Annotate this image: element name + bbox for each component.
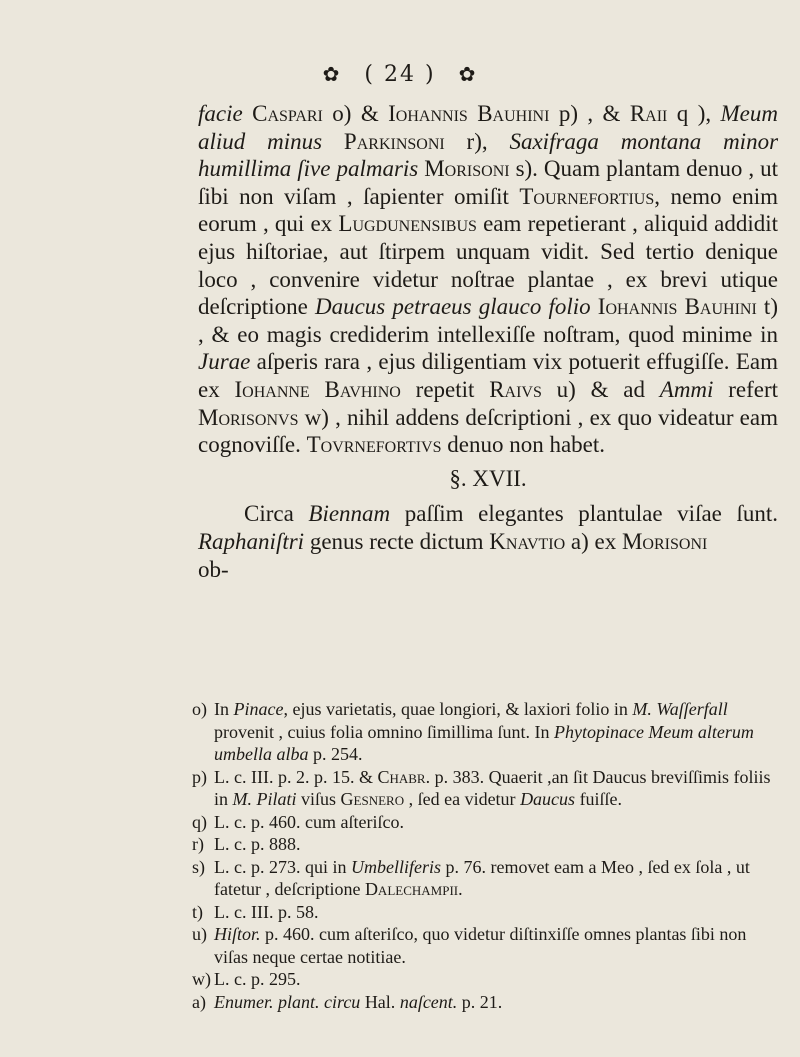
text-run: facie bbox=[198, 101, 243, 126]
text-run: Biennam bbox=[308, 501, 391, 527]
footnote bbox=[192, 991, 782, 1014]
text-run: L. c. p. 888. bbox=[214, 834, 301, 854]
text-run: Hal. bbox=[360, 991, 400, 1012]
text-run: paſſim elegantes plantulae viſae ſunt. bbox=[390, 501, 778, 527]
footnote bbox=[192, 698, 782, 766]
footnote-text bbox=[214, 766, 782, 811]
text-run: u) & ad bbox=[541, 376, 660, 402]
text-run: Raivs bbox=[489, 376, 542, 402]
footnote bbox=[192, 766, 782, 811]
footnote-text bbox=[214, 833, 782, 856]
section-heading: §. XVII. bbox=[449, 465, 527, 491]
text-run: Morisoni bbox=[424, 156, 510, 182]
text-run: , ſed ea videtur bbox=[404, 789, 521, 809]
text-run: Morisonvs bbox=[198, 404, 299, 430]
text-run: denuo non habet. bbox=[441, 432, 605, 458]
text-run: Gesnero bbox=[340, 789, 405, 809]
main-text bbox=[198, 100, 778, 583]
text-run: genus recte dictum bbox=[304, 528, 490, 554]
text-run: Meum aliud minus bbox=[198, 101, 778, 154]
text-run: Tovrnefortivs bbox=[306, 432, 442, 458]
ornament-right-icon: ✿ bbox=[458, 62, 478, 86]
text-run: Enumer. plant. circu bbox=[214, 991, 361, 1012]
text-run: eam repetierant , aliquid addidit ejus hiſtoriae, aut ſtirpem unquam vidit. Sed tertio denique loco , convenire videtur noſtrae plantae , ex brevi utique deſcriptione bbox=[198, 211, 779, 320]
text-run: Umbelliferis bbox=[351, 856, 441, 877]
text-run: Daucus petraeus glauco folio bbox=[314, 294, 591, 320]
text-run: In bbox=[214, 699, 234, 719]
footnote bbox=[192, 811, 782, 834]
text-run: naſcent. bbox=[399, 991, 458, 1012]
text-run: provenit , cuius folia omnino ſimillima ſunt. In bbox=[214, 721, 554, 742]
text-run: Jurae bbox=[198, 349, 251, 375]
footnote-marker: r) bbox=[192, 834, 204, 854]
text-run: Raphaniſtri bbox=[198, 528, 305, 554]
footnote bbox=[192, 833, 782, 856]
footnote-marker: t) bbox=[192, 901, 203, 922]
text-run: s). Quam plantam denuo , ut ſibi non viſam , ſapienter omiſit bbox=[198, 156, 778, 209]
text-run: Parkinsoni bbox=[343, 128, 445, 154]
footnote-marker: p) bbox=[192, 766, 207, 787]
text-run: p. 460. cum aſteriſco, quo videtur diſtinxiſſe omnes plantas ſibi non viſas neque certae notitiae. bbox=[214, 924, 747, 967]
footnote-marker: u) bbox=[192, 924, 207, 944]
text-run: Tournefortius bbox=[519, 183, 655, 209]
text-run: Iohanne Bavhino bbox=[234, 376, 401, 402]
footnote-text bbox=[214, 856, 782, 901]
footnotes bbox=[192, 698, 782, 1013]
footnote-text bbox=[214, 968, 782, 991]
text-run: , nemo enim eorum , qui ex bbox=[198, 183, 778, 237]
footnote-marker: w) bbox=[192, 969, 211, 989]
text-run: Lugdunensibus bbox=[338, 211, 477, 237]
text-run: Dalechampii. bbox=[364, 879, 463, 899]
text-run: t) , & eo magis crediderim intellexiſſe noſtram, quod minime in bbox=[198, 294, 778, 347]
text-run: Ammi bbox=[659, 376, 714, 402]
text-run: Chabr. bbox=[377, 766, 431, 787]
footnote bbox=[192, 923, 782, 968]
text-run: L. c. p. 273. qui in bbox=[214, 856, 351, 877]
footnote-marker: s) bbox=[192, 856, 205, 877]
text-run: Caspari bbox=[252, 101, 323, 126]
text-run: a) ex bbox=[565, 528, 622, 554]
text-run: Phytopinace Meum alterum umbella alba bbox=[214, 721, 754, 764]
footnote bbox=[192, 856, 782, 901]
text-run: q ), bbox=[667, 101, 721, 126]
text-run: repetit bbox=[400, 376, 490, 402]
footnote bbox=[192, 968, 782, 991]
text-run: p) , & bbox=[549, 101, 630, 126]
text-run: o) & bbox=[322, 101, 389, 126]
footnote-text bbox=[214, 811, 782, 834]
text-run: L. c. p. 460. cum aſteriſco. bbox=[214, 811, 404, 832]
footnote-text bbox=[214, 901, 782, 924]
page-header bbox=[0, 62, 800, 87]
text-run bbox=[243, 101, 252, 126]
text-run bbox=[322, 129, 344, 154]
text-run: fuiſſe. bbox=[575, 789, 623, 809]
text-run: L. c. III. p. 2. p. 15. & bbox=[214, 766, 378, 787]
text-run: Morisoni bbox=[621, 528, 708, 554]
text-run: , ejus varietatis, quae longiori, & laxiori folio in bbox=[283, 699, 633, 719]
text-run: p. 21. bbox=[457, 991, 503, 1012]
text-run: p. 383. Quaerit ,an ſit Daucus breviſſimis foliis in bbox=[214, 766, 771, 809]
footnote-marker: q) bbox=[192, 811, 207, 832]
text-run: Pinace bbox=[233, 699, 284, 719]
text-run: p. 76. removet eam a Meo , ſed ex ſola , ut fatetur , deſcriptione bbox=[214, 856, 750, 899]
paragraph-2 bbox=[198, 500, 778, 555]
text-run: L. c. p. 295. bbox=[214, 969, 301, 989]
footnote-marker: a) bbox=[192, 991, 206, 1012]
text-run: M. Pilati bbox=[232, 789, 297, 809]
text-run: Hiſtor. bbox=[214, 924, 261, 944]
text-run: Circa bbox=[244, 501, 309, 527]
text-run: w) , nihil addens deſcriptioni , ex quo videatur eam cognoviſſe. bbox=[198, 404, 778, 458]
footnote-text bbox=[214, 991, 782, 1014]
text-run: p. 254. bbox=[308, 744, 363, 764]
paragraph-1 bbox=[198, 100, 778, 459]
footnote-text bbox=[214, 923, 782, 968]
text-run: viſus bbox=[296, 789, 341, 809]
footnote-text bbox=[214, 698, 782, 766]
text-run bbox=[591, 294, 598, 319]
text-run: Daucus bbox=[520, 789, 576, 809]
text-run: aſperis rara , ejus diligentiam vix potuerit effugiſſe. Eam ex bbox=[198, 349, 778, 402]
footnote bbox=[192, 901, 782, 924]
catchword: ob- bbox=[198, 556, 229, 582]
text-run: Knavtio bbox=[489, 528, 566, 554]
text-run: Saxifraga montana minor humillima ſive palmaris bbox=[198, 128, 779, 182]
text-run: refert bbox=[713, 376, 779, 402]
text-run: Raii bbox=[629, 101, 668, 126]
text-run: Iohannis Bauhini bbox=[388, 101, 550, 126]
page-number: ( 24 ) bbox=[364, 62, 436, 87]
ornament-left-icon: ✿ bbox=[322, 62, 342, 86]
text-run: L. c. III. p. 58. bbox=[214, 901, 319, 922]
text-run: M. Waſſerfall bbox=[632, 699, 728, 719]
footnote-marker: o) bbox=[192, 699, 207, 719]
text-run: r), bbox=[444, 128, 510, 154]
text-run: Iohannis Bauhini bbox=[597, 294, 757, 320]
